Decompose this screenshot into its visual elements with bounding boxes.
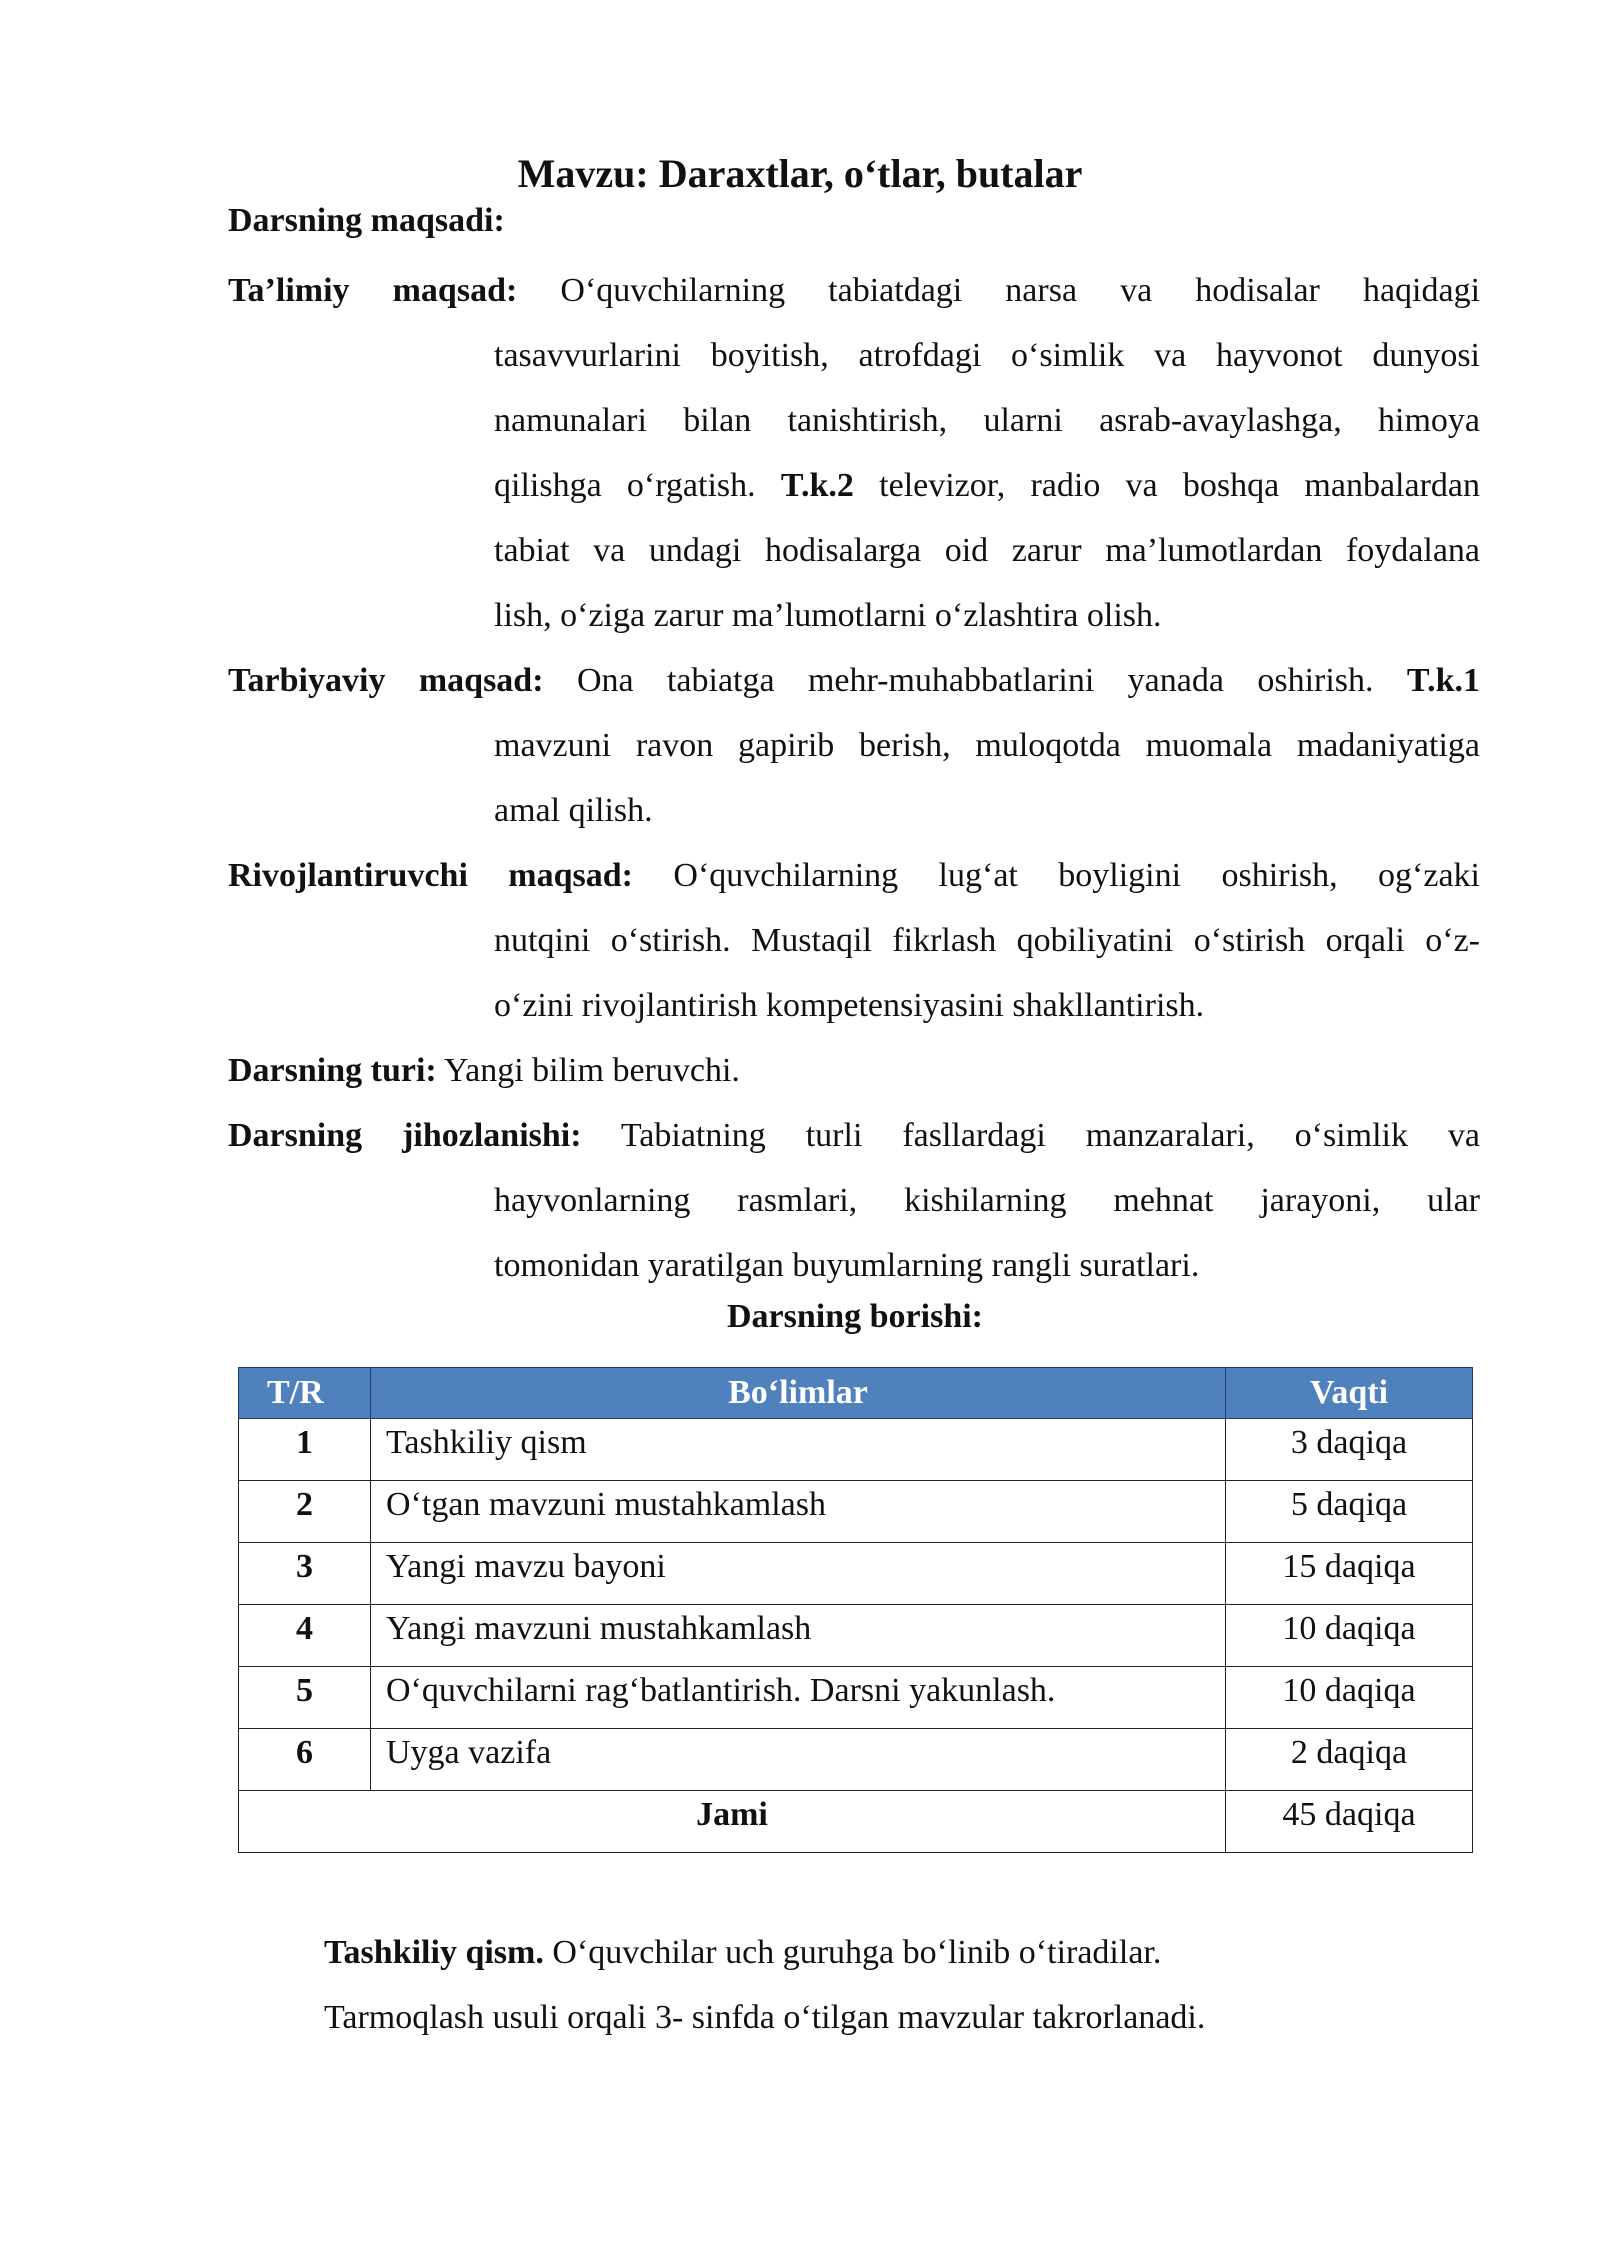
row-time: 3 daqiqa [1226, 1419, 1473, 1481]
table-row [239, 1667, 1473, 1729]
lesson-plan-table [238, 1367, 1473, 1853]
row-section: Tashkiliy qism [371, 1419, 1226, 1481]
goals-heading: Darsning maqsadi: [228, 202, 505, 239]
total-label: Jami [239, 1791, 1226, 1853]
equipment-line-1 [228, 1103, 1480, 1168]
row-number: 5 [239, 1667, 371, 1729]
rivojlantiruvchi-line-3: o‘zini rivojlantirish kompetensiyasini shakllantirish. [494, 987, 1205, 1024]
rivojlantiruvchi-line-1 [228, 843, 1480, 908]
row-time: 2 daqiqa [1226, 1729, 1473, 1791]
row-number: 4 [239, 1605, 371, 1667]
row-section: Yangi mavzu bayoni [371, 1543, 1226, 1605]
closing-text: O‘quvchilar uch guruhga bo‘linib o‘tiradilar. [543, 1934, 1162, 1971]
talimiy-text-4a: qilishga o‘rgatish. [494, 467, 781, 504]
table-header-row [239, 1368, 1473, 1419]
row-time: 10 daqiqa [1226, 1605, 1473, 1667]
tarbiyaviy-line-2: mavzuni ravon gapirib berish, muloqotda muomala madaniyatiga [494, 727, 1480, 764]
table-total-row [239, 1791, 1473, 1853]
row-time: 15 daqiqa [1226, 1543, 1473, 1605]
tarbiyaviy-goal [228, 648, 1480, 843]
closing-bold: Tashkiliy qism. [324, 1934, 544, 1971]
rivojlantiruvchi-goal [228, 843, 1480, 1038]
closing-line-2: Tarmoqlash usuli orqali 3- sinfda o‘tilgan mavzular takrorlanadi. [324, 1999, 1206, 2036]
rivojlantiruvchi-label: Rivojlantiruvchi maqsad: [228, 857, 633, 894]
talimiy-label: Ta’limiy maqsad: [228, 272, 518, 309]
talimiy-code: T.k.2 [780, 467, 854, 504]
tarbiyaviy-line-3: amal qilish. [494, 792, 653, 829]
row-number: 3 [239, 1543, 371, 1605]
tarbiyaviy-code: T.k.1 [1406, 662, 1480, 699]
lesson-type [228, 1038, 1480, 1103]
row-number: 1 [239, 1419, 371, 1481]
header-time: Vaqti [1226, 1368, 1473, 1419]
row-number: 2 [239, 1481, 371, 1543]
table-row [239, 1419, 1473, 1481]
tarbiyaviy-text-1: Ona tabiatga mehr-muhabbatlarini yanada oshirish. [576, 662, 1407, 699]
row-number: 6 [239, 1729, 371, 1791]
equipment-text-1: Tabiatning turli fasllardagi manzaralari, o‘simlik va [620, 1117, 1480, 1154]
row-time: 5 daqiqa [1226, 1481, 1473, 1543]
table-row [239, 1543, 1473, 1605]
table-row [239, 1605, 1473, 1667]
talimiy-line-3: namunalari bilan tanishtirish, ularni asrab-avaylashga, himoya [494, 402, 1480, 439]
tarbiyaviy-line-1 [228, 648, 1480, 713]
lesson-type-value: Yangi bilim beruvchi. [436, 1052, 740, 1089]
talimiy-line-1 [228, 258, 1480, 323]
row-section: Yangi mavzuni mustahkamlash [371, 1605, 1226, 1667]
talimiy-line-4 [494, 453, 1480, 518]
equipment-line-2: hayvonlarning rasmlari, kishilarning mehnat jarayoni, ular [494, 1182, 1480, 1219]
lesson-progress-heading: Darsning borishi: [727, 1298, 983, 1335]
row-section: O‘quvchilarni rag‘batlantirish. Darsni yakunlash. [371, 1667, 1226, 1729]
row-time: 10 daqiqa [1226, 1667, 1473, 1729]
equipment-line-3: tomonidan yaratilgan buyumlarning rangli suratlari. [494, 1247, 1200, 1284]
rivojlantiruvchi-line-2: nutqini o‘stirish. Mustaqil fikrlash qobiliyatini o‘stirish orqali o‘z- [494, 922, 1480, 959]
equipment-label: Darsning jihozlanishi: [228, 1117, 582, 1154]
talimiy-line-6: lish, o‘ziga zarur ma’lumotlarni o‘zlashtira olish. [494, 597, 1162, 634]
page-title: Mavzu: Daraxtlar, o‘tlar, butalar [517, 151, 1083, 196]
total-time: 45 daqiqa [1226, 1791, 1473, 1853]
table-row [239, 1481, 1473, 1543]
rivojlantiruvchi-text-1: O‘quvchilarning lug‘at boyligini oshirish, og‘zaki [673, 857, 1481, 894]
table-row [239, 1729, 1473, 1791]
header-sections: Bo‘limlar [371, 1368, 1226, 1419]
row-section: Uyga vazifa [371, 1729, 1226, 1791]
talimiy-line-5: tabiat va undagi hodisalarga oid zarur ma’lumotlardan foydalana [494, 532, 1480, 569]
closing-line-1 [324, 1920, 1161, 1985]
tarbiyaviy-label: Tarbiyaviy maqsad: [228, 662, 544, 699]
lesson-type-label: Darsning turi: [228, 1052, 437, 1089]
talimiy-line-2: tasavvurlarini boyitish, atrofdagi o‘simlik va hayvonot dunyosi [494, 337, 1480, 374]
talimiy-text-1: O‘quvchilarning tabiatdagi narsa va hodisalar haqidagi [560, 272, 1481, 309]
header-tr: T/R [239, 1368, 371, 1419]
talimiy-goal [228, 258, 1480, 648]
lesson-type-line [228, 1038, 1480, 1103]
row-section: O‘tgan mavzuni mustahkamlash [371, 1481, 1226, 1543]
talimiy-text-4b: televizor, radio va boshqa manbalardan [853, 467, 1480, 504]
lesson-equipment [228, 1103, 1480, 1298]
